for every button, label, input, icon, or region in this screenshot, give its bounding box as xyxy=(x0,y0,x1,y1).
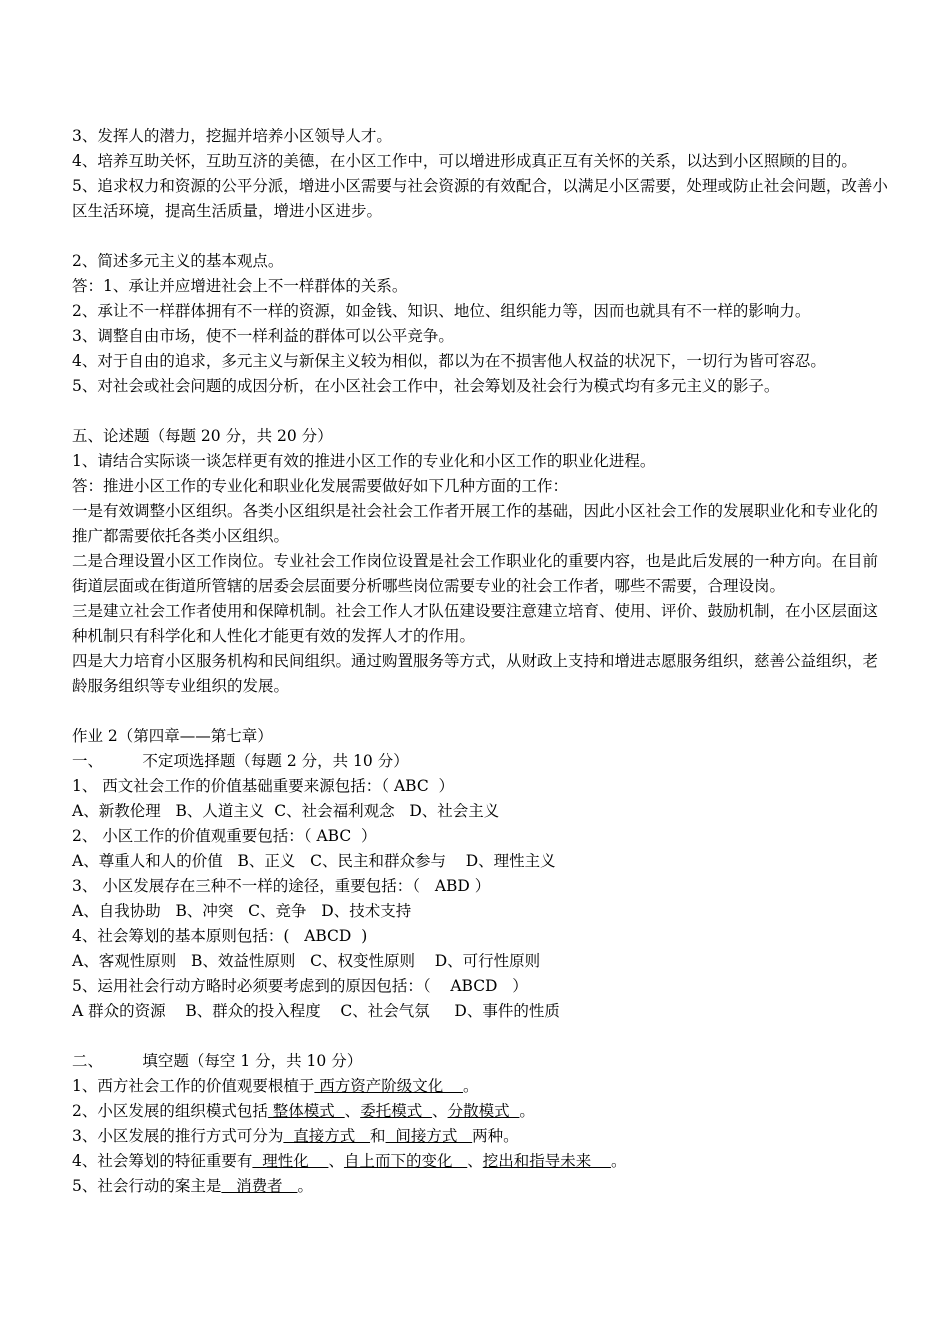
fill-text: 。 xyxy=(610,1152,627,1170)
fill-line-1 xyxy=(72,1074,892,1099)
essay-point-3: 三是建立社会工作者使用和保障机制。社会工作人才队伍建设要注意建立培育、使用、评价、鼓励机制，在小区层面这种机制只有科学化和人性化才能更有效的发挥人才的作用。 xyxy=(72,602,879,645)
fill-text: 、 xyxy=(432,1102,448,1120)
fill-answer: 直接方式 xyxy=(283,1127,371,1145)
answer-3: 3、调整自由市场，使不一样利益的群体可以公平竞争。 xyxy=(72,327,454,345)
essay-point-4: 四是大力培育小区服务机构和民间组织。通过购置服务等方式，从财政上支持和增进志愿服务组织，慈善公益组织，老龄服务组织等专业组织的发展。 xyxy=(72,652,879,695)
essay-question: 1、请结合实际谈一谈怎样更有效的推进小区工作的专业化和小区工作的职业化进程。 xyxy=(72,452,656,470)
fill-text: 和 xyxy=(370,1127,386,1145)
fill-text: 1、西方社会工作的价值观要根植于 xyxy=(72,1077,315,1095)
document-page xyxy=(72,124,892,1199)
fill-line-5 xyxy=(72,1174,892,1199)
fill-text: 、 xyxy=(328,1152,344,1170)
fill-text: 3、小区发展的推行方式可分为 xyxy=(72,1127,284,1145)
para-a4: 4、培养互助关怀，互助互济的美德，在小区工作中，可以增进形成真正互有关怀的关系，以达到小区照顾的目的。 xyxy=(72,152,857,170)
mc-options-2: A、尊重人和人的价值 B、正义 C、民主和群众参与 D、理性主义 xyxy=(72,852,556,870)
spacer xyxy=(72,699,892,724)
answer-4: 4、对于自由的追求，多元主义与新保主义较为相似，都以为在不损害他人权益的状况下，一切行为皆可容忍。 xyxy=(72,352,826,370)
para-a3: 3、发挥人的潜力，挖掘并培养小区领导人才。 xyxy=(72,127,392,145)
fill-text: 4、社会筹划的特征重要有 xyxy=(72,1152,253,1170)
essay-intro: 答：推进小区工作的专业化和职业化发展需要做好如下几种方面的工作： xyxy=(72,477,569,495)
mc-question-4: 4、社会筹划的基本原则包括：( ABCD ) xyxy=(72,927,368,945)
fill-answer: 整体模式 xyxy=(267,1102,345,1120)
fill-answer: 消费者 xyxy=(221,1177,298,1195)
fill-text: 、 xyxy=(344,1102,361,1120)
fill-answer: 间接方式 xyxy=(385,1127,473,1145)
answer-5: 5、对社会或社会问题的成因分析，在小区社会工作中，社会筹划及社会行为模式均有多元主义的影子。 xyxy=(72,377,780,395)
essay-heading: 五、论述题（每题 20 分，共 20 分） xyxy=(72,427,333,445)
fill-answer: 分散模式 xyxy=(447,1102,520,1120)
fill-text: 、 xyxy=(467,1152,483,1170)
spacer xyxy=(72,224,892,249)
mc-options-3: A、自我协助 B、冲突 C、竞争 D、技术支持 xyxy=(72,902,412,920)
mc-question-1: 1、 西文社会工作的价值基础重要来源包括：（ ABC ） xyxy=(72,777,455,795)
mc-options-5: A 群众的资源 B、群众的投入程度 C、社会气氛 D、事件的性质 xyxy=(72,1002,560,1020)
fill-text: 两种。 xyxy=(472,1127,519,1145)
essay-point-2: 二是合理设置小区工作岗位。专业社会工作岗位设置是社会工作职业化的重要内容，也是此后发展的一种方向。在目前街道层面或在街道所管辖的居委会层面要分析哪些岗位需要专业的社会工作者，哪些不需要，合理设岗。 xyxy=(72,552,879,595)
spacer xyxy=(72,399,892,424)
fill-answer: 西方资产阶级文化 xyxy=(314,1077,464,1095)
mc-question-3: 3、 小区发展存在三种不一样的途径，重要包括：（ ABD ） xyxy=(72,877,491,895)
fill-line-2 xyxy=(72,1099,892,1124)
mc-heading: 一、 不定项选择题（每题 2 分，共 10 分） xyxy=(72,752,409,770)
fill-line-4 xyxy=(72,1149,892,1174)
question-pluralism: 2、简述多元主义的基本观点。 xyxy=(72,252,284,270)
fill-answer: 委托模式 xyxy=(360,1102,433,1120)
fill-answer: 挖出和指导未来 xyxy=(482,1152,611,1170)
fill-text: 5、社会行动的案主是 xyxy=(72,1177,222,1195)
fill-line-3 xyxy=(72,1124,892,1149)
fill-heading: 二、 填空题（每空 1 分，共 10 分） xyxy=(72,1052,363,1070)
fill-answer: 自上而下的变化 xyxy=(343,1152,468,1170)
fill-text: 。 xyxy=(297,1177,313,1195)
fill-answer: 理性化 xyxy=(252,1152,329,1170)
fill-text: 。 xyxy=(519,1102,535,1120)
essay-point-1: 一是有效调整小区组织。各类小区组织是社会社会工作者开展工作的基础，因此小区社会工作的发展职业化和专业化的推广都需要依托各类小区组织。 xyxy=(72,502,879,545)
mc-options-4: A、客观性原则 B、效益性原则 C、权变性原则 D、可行性原则 xyxy=(72,952,541,970)
fill-text: 。 xyxy=(463,1077,479,1095)
mc-options-1: A、新教伦理 B、人道主义 C、社会福利观念 D、社会主义 xyxy=(72,802,500,820)
spacer xyxy=(72,1024,892,1049)
para-a5: 5、追求权力和资源的公平分派，增进小区需要与社会资源的有效配合，以满足小区需要，处理或防止社会问题，改善小区生活环境，提高生活质量，增进小区进步。 xyxy=(72,177,888,220)
mc-question-5: 5、运用社会行动方略时必须要考虑到的原因包括：（ ABCD ） xyxy=(72,977,528,995)
answer-2: 2、承让不一样群体拥有不一样的资源，如金钱、知识、地位、组织能力等，因而也就具有不一样的影响力。 xyxy=(72,302,811,320)
fill-text: 2、小区发展的组织模式包括 xyxy=(72,1102,268,1120)
assignment-title: 作业 2（第四章——第七章） xyxy=(72,727,273,745)
answer-1: 答：1、承让并应增进社会上不一样群体的关系。 xyxy=(72,277,408,295)
mc-question-2: 2、 小区工作的价值观重要包括：（ ABC ） xyxy=(72,827,377,845)
